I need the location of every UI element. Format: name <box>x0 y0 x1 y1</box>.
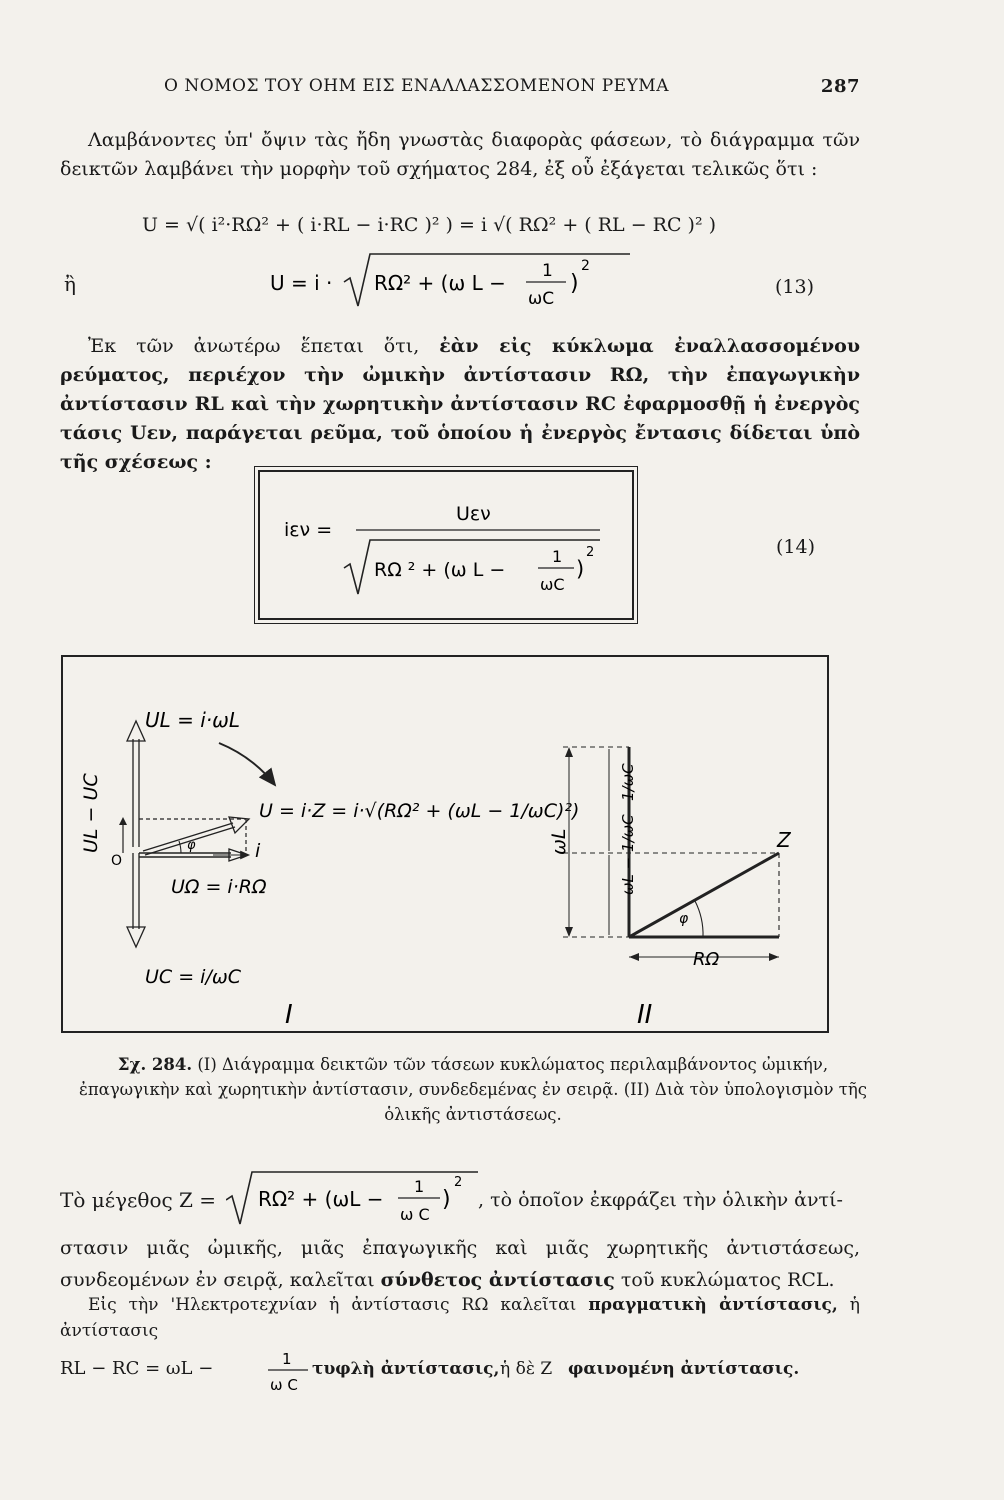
def-g: φαινομένη ἀντίστασις. <box>568 1359 800 1379</box>
svg-text:RΩ ² + (ω L −: RΩ ² + (ω L − <box>374 559 506 581</box>
impedance-lead: Τὸ μέγεθος Z = <box>60 1188 217 1212</box>
page-number: 287 <box>820 76 860 97</box>
svg-text:RΩ² + (ωL −: RΩ² + (ωL − <box>258 1187 384 1211</box>
phasor-diagram <box>80 708 579 1030</box>
eq14-numerator: Uεν <box>456 503 491 525</box>
label-1-over-wc: 1/ωC <box>619 763 637 801</box>
svg-text:φ: φ <box>679 911 689 927</box>
label-origin: O <box>111 853 123 869</box>
def-d: RL − RC = ωL − <box>60 1358 214 1379</box>
label-uc: UC = i/ωC <box>145 966 242 988</box>
svg-text:1: 1 <box>542 261 553 281</box>
statement-lead: Ἐκ τῶν ἀνωτέρω ἕπεται ὅτι, <box>88 335 440 357</box>
label-i: i <box>255 840 261 862</box>
svg-text:): ) <box>576 557 585 581</box>
impedance-formula <box>226 1168 478 1228</box>
equation-14 <box>260 472 632 618</box>
equation-1: U = √( i²·RΩ² + ( i·RL − i·RC )² ) = i √( RΩ² + ( RL − RC )² ) <box>142 214 717 236</box>
figure-number: Σχ. 284. <box>117 1055 193 1074</box>
impedance-line2: στασιν μιᾶς ὠμικῆς, μιᾶς ἐπαγωγικῆς καὶ μιᾶς χωρητικῆς ἀντιστάσεως, συνδεομένων ἐν σειρᾷ, καλεῖται <box>60 1237 860 1291</box>
svg-text:): ) <box>442 1187 451 1212</box>
impedance-paragraph <box>60 1172 860 1296</box>
impedance-triangle <box>548 747 792 1030</box>
reactance-fraction <box>266 1346 312 1394</box>
def-f: ἡ δὲ Z <box>500 1359 553 1379</box>
svg-text:1: 1 <box>282 1350 292 1368</box>
label-r-omega: RΩ <box>693 949 720 970</box>
label-ul: UL = i·ωL <box>145 708 241 732</box>
def-c: ἡ ἀντίστασις <box>60 1295 860 1341</box>
label-part-I: I <box>285 1000 293 1030</box>
svg-text:): ) <box>570 271 579 296</box>
equation-14-number: (14) <box>776 536 816 558</box>
figure-284-frame <box>61 655 829 1033</box>
caption-text: (I) Διάγραμμα δεικτῶν τῶν τάσεων κυκλώματος περιλαμβάνοντος ὠμικήν, ἐπαγωγικὴν καὶ χωρητικὴν ἀντίστασιν, συνδεδεμένας ἐν σειρᾷ. (II) Διὰ τὸν ὑπολογισμὸν τῆς ὁλικῆς ἀντιστάσεως. <box>78 1055 867 1124</box>
svg-text:U = i ·: U = i · <box>270 271 333 295</box>
svg-text:RΩ² + (ω L −: RΩ² + (ω L − <box>374 271 506 295</box>
statement-paragraph <box>60 332 860 477</box>
svg-text:1: 1 <box>552 547 563 566</box>
statement-bold: ἐὰν εἰς κύκλωμα ἐναλλασσομένου ρεύματος, περιέχον τὴν ὠμικὴν ἀντίστασιν RΩ, τὴν ἐπαγωγικὴν ἀντίστασιν RL καὶ τὴν χωρητικὴν ἀντίστασιν RC ἐφαρμοσθῇ ἡ ἐνεργὸς τάσις Uεν, παράγεται ρεῦμα, τοῦ ὁποίου ἡ ἐνεργὸς ἔντασις δίδεται ὑπὸ τῆς σχέσεως : <box>60 335 860 473</box>
svg-text:ωC: ωC <box>528 289 555 309</box>
impedance-tail: , τὸ ὁποῖον ἐκφράζει τὴν ὁλικὴν ἀντί- <box>478 1189 843 1211</box>
svg-text:2: 2 <box>581 258 590 274</box>
figure-284 <box>63 657 827 1031</box>
equation-14-box <box>258 470 634 620</box>
svg-text:ωC: ωC <box>540 575 565 594</box>
label-u: U = i·Z = i·√(RΩ² + (ωL − 1/ωC)²) <box>259 800 580 822</box>
svg-text:ω C: ω C <box>270 1376 298 1394</box>
svg-text:1: 1 <box>414 1177 425 1196</box>
intro-paragraph: Λαμβάνοντες ὑπ' ὄψιν τὰς ἤδη γνωστὰς διαφορὰς φάσεων, τὸ διάγραμμα τῶν δεικτῶν λαμβάνει τὴν μορφὴν τοῦ σχήματος 284, ἐξ οὗ ἐξάγεται τελικῶς ὅτι : <box>60 129 860 180</box>
definitions-paragraph <box>60 1292 860 1394</box>
label-part-II: II <box>637 1000 653 1030</box>
impedance-end: τοῦ κυκλώματος RCL. <box>614 1269 835 1291</box>
svg-text:2: 2 <box>586 545 595 560</box>
header-title: Ο ΝΟΜΟΣ ΤΟΥ ΟΗΜ ΕΙΣ ΕΝΑΛΛΑΣΣΟΜΕΝΟΝ ΡΕΥΜΑ <box>164 76 669 96</box>
def-a: Εἰς τὴν 'Ηλεκτροτεχνίαν ἡ ἀντίστασις RΩ καλεῖται <box>88 1295 589 1315</box>
or-word: ἢ <box>64 272 76 296</box>
equation-13-number: (13) <box>775 276 815 298</box>
svg-text:ω C: ω C <box>400 1205 430 1224</box>
eq14-lhs: iεν = <box>284 519 333 541</box>
svg-text:2: 2 <box>454 1175 463 1190</box>
figure-caption <box>78 1052 868 1127</box>
def-b: πραγματικὴ ἀντίστασις, <box>588 1295 838 1315</box>
label-wl-minus: ωL − 1/ωC <box>619 814 637 895</box>
label-ur: UΩ = i·RΩ <box>171 876 267 898</box>
def-e: τυφλὴ ἀντίστασις, <box>312 1359 500 1379</box>
svg-text:φ: φ <box>187 838 196 853</box>
label-ul-minus-uc: UL − UC <box>80 773 102 853</box>
impedance-bold: σύνθετος ἀντίστασις <box>380 1269 615 1291</box>
label-omega-l: ωL <box>548 828 570 855</box>
equation-13 <box>270 248 630 312</box>
label-z: Z <box>777 828 791 852</box>
